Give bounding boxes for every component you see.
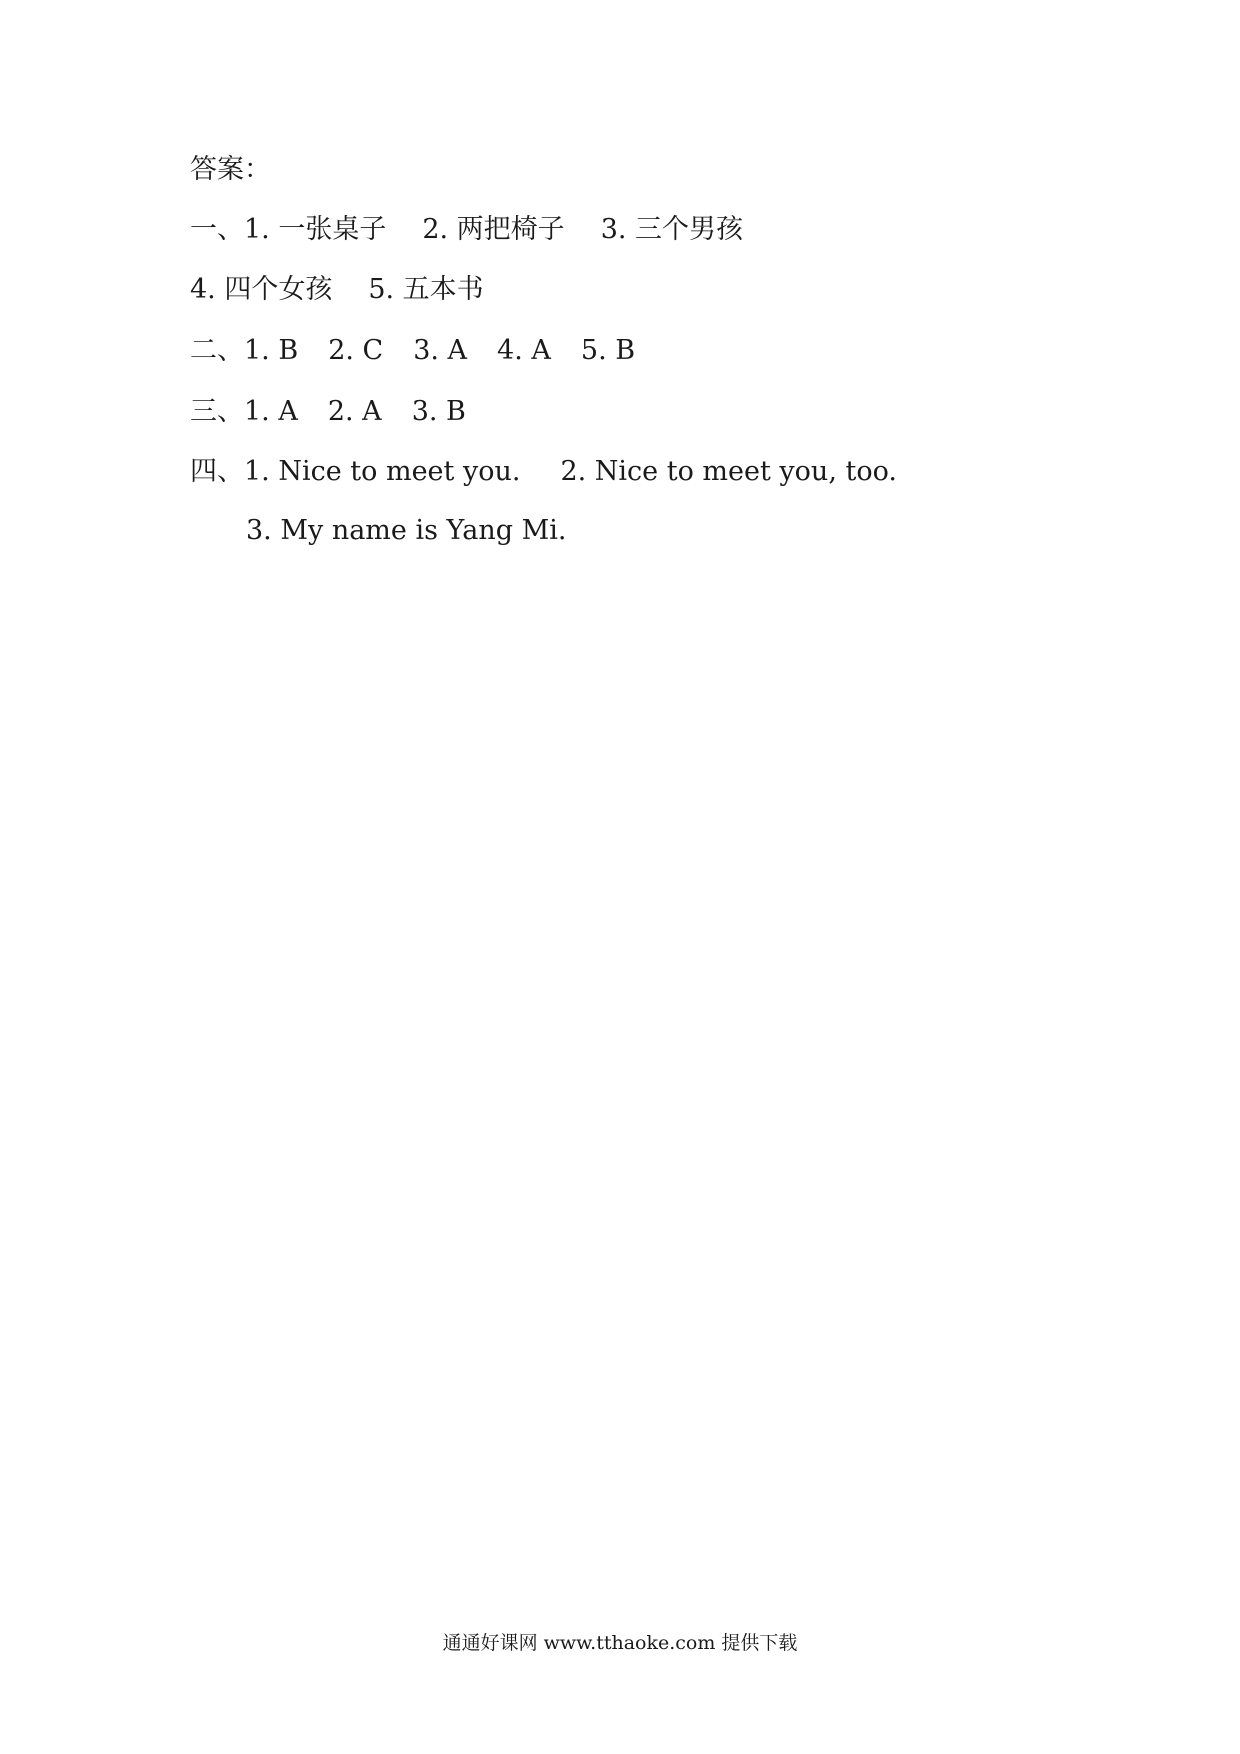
answer-item: 5. 五本书 xyxy=(368,274,484,305)
section-4-marker: 四、 xyxy=(190,456,244,487)
section-1-marker: 一、 xyxy=(190,214,244,245)
answer-item: 4. A xyxy=(497,335,551,366)
answer-item: 2. 两把椅子 xyxy=(422,214,565,245)
section-3-marker: 三、 xyxy=(190,396,244,427)
section-1-line-2 xyxy=(190,272,484,308)
section-4-line-2 xyxy=(246,513,567,549)
answer-item: 3. My name is Yang Mi. xyxy=(246,515,567,546)
section-1-line-1 xyxy=(190,212,743,248)
answer-item: 3. A xyxy=(413,335,468,366)
answer-item: 3. B xyxy=(411,396,466,427)
page-footer xyxy=(0,1630,1240,1656)
answer-item: 1. Nice to meet you. xyxy=(244,456,521,487)
answer-item: 2. C xyxy=(328,335,384,366)
answer-item: 1. 一张桌子 xyxy=(244,214,387,245)
answer-item: 4. 四个女孩 xyxy=(190,274,333,305)
section-2-marker: 二、 xyxy=(190,335,244,366)
section-2-line-1 xyxy=(190,333,635,369)
section-4-line-1 xyxy=(190,454,897,490)
answer-item: 3. 三个男孩 xyxy=(600,214,744,245)
answer-item: 5. B xyxy=(580,335,636,366)
answer-item: 2. A xyxy=(327,396,382,427)
answer-item: 1. A xyxy=(244,396,298,427)
footer-text: 通通好课网 www.tthaoke.com 提供下载 xyxy=(442,1632,798,1654)
answer-title-text: 答案： xyxy=(190,154,271,185)
answer-title xyxy=(190,152,271,188)
answer-item: 1. B xyxy=(244,335,299,366)
section-3-line-1 xyxy=(190,394,466,430)
answer-item: 2. Nice to meet you, too. xyxy=(560,456,897,487)
